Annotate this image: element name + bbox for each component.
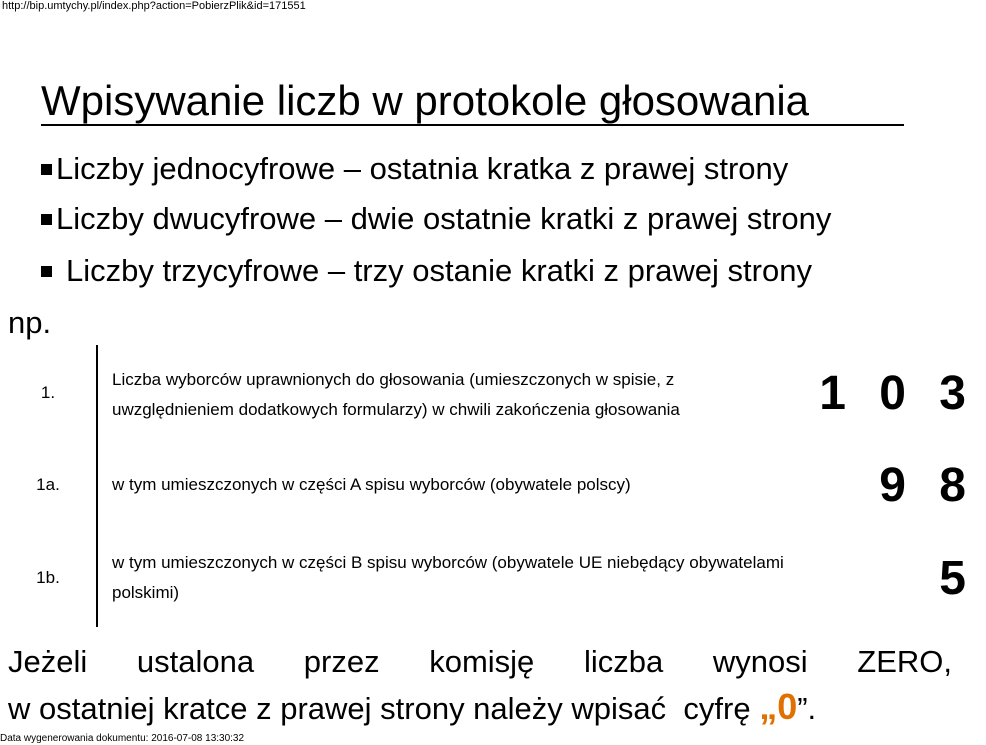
- generation-date: Data wygenerowania dokumentu: 2016-07-08 13:30:32: [0, 733, 245, 744]
- note-line-1: [8, 643, 952, 681]
- square-bullet-icon: [41, 266, 52, 277]
- bullet-item: [41, 252, 812, 290]
- note-word: ZERO,: [857, 644, 952, 679]
- table-row: [0, 345, 986, 441]
- note-word: Jeżeli: [8, 644, 88, 679]
- protocol-form-table: [0, 345, 986, 627]
- note-line-2: [8, 688, 816, 728]
- source-url: http://bip.umtychy.pl/index.php?action=PobierzPlik&id=171551: [2, 0, 306, 12]
- note-word: ustalona: [136, 644, 255, 679]
- row-number: 1b.: [36, 568, 60, 587]
- note-word: przez: [303, 644, 380, 679]
- row-value: 5: [939, 551, 976, 605]
- table-row: [0, 529, 986, 627]
- bullet-item: [41, 200, 831, 238]
- page-title: Wpisywanie liczb w protokole głosowania: [41, 77, 810, 124]
- bullet-text: Liczby trzycyfrowe – trzy ostanie kratki z prawej strony: [66, 253, 812, 288]
- square-bullet-icon: [41, 214, 52, 225]
- title-underline: [41, 124, 904, 126]
- square-bullet-icon: [41, 164, 52, 175]
- row-description: w tym umieszczonych w części A spisu wyborców (obywatele polscy): [97, 441, 792, 529]
- bullet-text: Liczby dwucyfrowe – dwie ostatnie kratki z prawej strony: [56, 201, 832, 236]
- example-label: np.: [8, 305, 52, 340]
- row-description: Liczba wyborców uprawnionych do głosowania (umieszczonych w spisie, z uwzględnieniem dodatkowych formularzy) w chwili zakończenia głosowania: [97, 345, 792, 441]
- row-value: 9 8: [879, 458, 976, 512]
- note-suffix: ”.: [797, 691, 817, 726]
- note-word: komisję: [429, 644, 535, 679]
- zero-digit: „0: [759, 686, 798, 727]
- bullet-text: Liczby jednocyfrowe – ostatnia kratka z prawej strony: [56, 151, 789, 186]
- note-word: wynosi: [712, 644, 808, 679]
- bullet-item: [41, 150, 788, 188]
- row-value: 1 0 3: [819, 366, 976, 420]
- row-description: w tym umieszczonych w części B spisu wyborców (obywatele UE niebędący obywatelami polskimi): [97, 529, 792, 627]
- row-number: 1a.: [36, 475, 60, 494]
- note-word: liczba: [583, 644, 664, 679]
- row-number: 1.: [40, 383, 56, 402]
- table-row: [0, 441, 986, 529]
- note-text: w ostatniej kratce z prawej strony należy wpisać cyfrę: [8, 691, 760, 726]
